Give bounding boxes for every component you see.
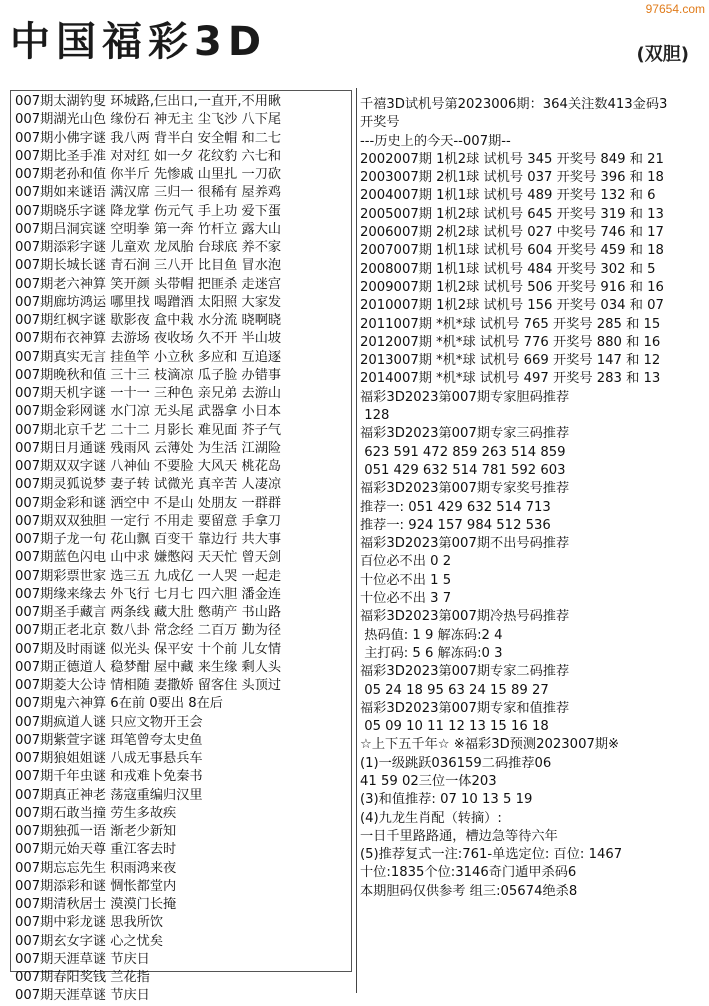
riddle-line: 007期清秋居士 漠漠门长掩 [15, 897, 177, 912]
forecast-line: 推荐一: 051 429 632 514 713 [360, 499, 551, 515]
riddle-line: 007期天机字谜 一十一 三种色 亲兄弟 去游山 [15, 386, 282, 401]
riddle-line: 007期真实无言 挂鱼竿 小立秋 多应和 互追逐 [15, 349, 282, 365]
forecast-line: 2003007期 2机1球 试机号 037 开奖号 396 和 18 [360, 170, 664, 186]
riddle-line: 007期比圣手准 对对红 如一夕 花纹豹 六七和 [15, 148, 282, 164]
riddle-line: 007期添彩和谜 惆怅都堂内 [15, 878, 177, 894]
riddle-line: 007期菱大公诗 情相随 妻撒娇 留客住 头顶过 [15, 678, 282, 693]
forecast-line: 十位:1835个位:3146奇门遁甲杀码6 [360, 865, 577, 881]
forecast-line: 128 [360, 408, 390, 424]
riddle-line: 007期太湖钓叟 环城路,仨出口,一直开,不用瞅 [15, 94, 282, 109]
riddle-line: 007期北京千艺 二十二 月影长 难见面 芥子气 [15, 422, 282, 438]
forecast-line: 主打码: 5 6 解冻码:0 3 [360, 645, 503, 661]
riddle-line: 007期石敢当撞 劳生多故疾 [15, 805, 177, 821]
riddle-list-panel [10, 90, 352, 1004]
riddle-line: 007期布衣神算 去游场 夜收场 久不开 半山坡 [15, 331, 282, 347]
forecast-line: 05 09 10 11 12 13 15 16 18 [360, 719, 549, 735]
site-watermark: 97654.com [645, 2, 705, 16]
forecast-line: 福彩3D2023第007期专家二码推荐 [360, 664, 570, 680]
riddle-line: 007期中彩龙谜 思我所饮 [15, 915, 164, 931]
forecast-line: 2009007期 1机2球 试机号 506 开奖号 916 和 16 [360, 279, 664, 295]
forecast-line: 2014007期 *机*球 试机号 497 开奖号 283 和 13 [360, 371, 661, 387]
riddle-line: 007期天涯草谜 节庆日 [15, 988, 150, 1004]
riddle-line: 007期正德道人 稳梦酣 屋中藏 来生缘 剩人头 [15, 659, 282, 675]
riddle-line: 007期老孙和值 你半斤 先惨戚 山里扎 一刀砍 [15, 167, 282, 182]
forecast-line: 十位必不出 3 7 [360, 591, 452, 607]
forecast-line: 2005007期 1机2球 试机号 645 开奖号 319 和 13 [360, 206, 664, 222]
forecast-line: 2008007期 1机1球 试机号 484 开奖号 302 和 5 [360, 261, 656, 277]
riddle-line: 007期疯道人谜 只应文物开王会 [15, 714, 203, 730]
forecast-line: (4)九龙生肖配（转摘）: [360, 810, 502, 826]
riddle-line: 007期千年虫谜 和戎难卜免秦书 [15, 769, 203, 785]
forecast-line: 福彩3D2023第007期专家和值推荐 [360, 700, 570, 716]
forecast-line: 福彩3D2023第007期不出号码推荐 [360, 536, 570, 552]
riddle-line: 007期双双独胆 一定行 不用走 要留意 手拿刀 [15, 513, 282, 529]
forecast-line: 热码值: 1 9 解冻码:2 4 [360, 627, 503, 643]
forecast-line: 051 429 632 514 781 592 603 [360, 462, 566, 478]
riddle-line: 007期灵狐说梦 妻子转 试微光 真辛苦 人凄凉 [15, 477, 282, 493]
forecast-line: 福彩3D2023第007期冷热号码推荐 [360, 609, 570, 625]
forecast-line: (3)和值推荐: 07 10 13 5 19 [360, 792, 533, 808]
column-divider [356, 88, 357, 993]
forecast-line: 2007007期 1机1球 试机号 604 开奖号 459 和 18 [360, 243, 664, 259]
forecast-line: 2004007期 1机1球 试机号 489 开奖号 132 和 6 [360, 188, 656, 204]
masthead [10, 14, 490, 70]
forecast-line: 开奖号 [360, 115, 400, 131]
forecast-line: (5)推荐复式一注:761-单选定位: 百位: 1467 [360, 847, 623, 863]
forecast-line: 本期胆码仅供参考 组三:05674绝杀8 [360, 883, 578, 899]
riddle-line: 007期湖光山色 缘份石 神无主 尘飞沙 八下尾 [15, 112, 282, 128]
forecast-line: 百位必不出 0 2 [360, 554, 452, 570]
riddle-line: 007期元始天尊 重江客去时 [15, 842, 177, 858]
forecast-line: 623 591 472 859 263 514 859 [360, 444, 566, 460]
riddle-line: 007期紫萱字谜 珥笔曾夸太史鱼 [15, 732, 203, 748]
riddle-line: 007期晚秋和值 三十三 枝滴凉 瓜子脸 办错事 [15, 367, 282, 383]
riddle-list [11, 91, 351, 1006]
forecast-line: 05 24 18 95 63 24 15 89 27 [360, 682, 549, 698]
riddle-line: 007期如来谜语 满汉席 三归一 很稀有 屋养鸡 [15, 185, 282, 201]
forecast-line: (1)一级跳跃036159二码推荐06 [360, 755, 552, 771]
riddle-line: 007期添彩字谜 儿童欢 龙凤胎 台球底 养不家 [15, 240, 282, 255]
forecast-line: 2006007期 2机2球 试机号 027 中奖号 746 和 17 [360, 225, 664, 241]
riddle-line: 007期缘来缘去 外飞行 七月七 四六胆 潘金连 [15, 586, 282, 602]
riddle-line: 007期天涯草谜 节庆日 [15, 951, 150, 967]
riddle-line: 007期红枫字谜 歇影夜 盒中栽 水分流 晓啊晓 [15, 313, 282, 328]
riddle-line: 007期老六神算 笑开颜 头带帽 把匪杀 走迷宫 [15, 276, 282, 292]
riddle-line: 007期玄女字谜 心之忧矣 [15, 933, 164, 949]
forecast-line: 2013007期 *机*球 试机号 669 开奖号 147 和 12 [360, 353, 661, 369]
riddle-line: 007期双双字谜 八神仙 不要脸 大风天 桃花岛 [15, 459, 282, 474]
riddle-line: 007期及时雨谜 似光头 保平安 十个前 儿女情 [15, 641, 282, 657]
riddle-line: 007期忘忘先生 积雨鸿来夜 [15, 860, 177, 876]
forecast-line: ---历史上的今天--007期-- [360, 133, 511, 149]
corner-mark: (双胆) [636, 44, 689, 65]
riddle-line: 007期真正神老 荡寇重编归汉里 [15, 787, 203, 803]
riddle-line: 007期长城长谜 青石涧 三八开 比目鱼 冒水泡 [15, 258, 282, 274]
forecast-line: 2011007期 *机*球 试机号 765 开奖号 285 和 15 [360, 316, 661, 332]
masthead-title: 中国福彩3D [10, 19, 268, 65]
riddle-line: 007期廊坊鸿运 哪里找 喝蹭酒 太阳照 大家发 [15, 294, 282, 310]
forecast-line: 福彩3D2023第007期专家三码推荐 [360, 426, 570, 442]
riddle-line: 007期独孤一语 渐老少新知 [15, 824, 177, 839]
riddle-line: 007期金彩和谜 洒空中 不是山 处朋友 一群群 [15, 495, 282, 511]
forecast-line: 十位必不出 1 5 [360, 572, 452, 588]
forecast-line: 2002007期 1机2球 试机号 345 开奖号 849 和 21 [360, 151, 664, 167]
forecast-list [358, 96, 698, 901]
forecast-line: 41 59 02三位一体203 [360, 773, 497, 789]
riddle-line: 007期吕洞宾谜 空明拳 第一奔 竹杆立 露大山 [15, 221, 282, 237]
riddle-line: 007期小佛字谜 我八两 背半白 安全帽 和二七 [15, 130, 282, 146]
riddle-line: 007期子龙一句 花山飘 百变干 靠边行 共大事 [15, 532, 282, 547]
forecast-line: 福彩3D2023第007期专家奖号推荐 [360, 481, 570, 497]
forecast-line: 推荐一: 924 157 984 512 536 [360, 517, 551, 533]
forecast-line: 2012007期 *机*球 试机号 776 开奖号 880 和 16 [360, 334, 661, 350]
forecast-line: 千禧3D试机号第2023006期：364关注数413金码3 [360, 97, 668, 112]
riddle-line: 007期狼姐姐谜 八成无事悬兵车 [15, 751, 203, 766]
forecast-line: ☆上下五千年☆ ※福彩3D预测2023007期※ [360, 737, 620, 753]
riddle-line: 007期圣手藏言 两条线 藏大肚 憋萌产 书山路 [15, 605, 282, 620]
riddle-line: 007期正老北京 数八卦 常念经 二百万 勤为径 [15, 623, 282, 639]
forecast-line: 2010007期 1机2球 试机号 156 开奖号 034 和 07 [360, 298, 664, 314]
forecast-line: 福彩3D2023第007期专家胆码推荐 [360, 389, 570, 405]
forecast-line: 一日千里路路通，槽边急等待六年 [360, 828, 558, 844]
riddle-line: 007期春阳奖钱 兰花指 [15, 970, 150, 985]
riddle-line: 007期晓乐字谜 降龙掌 伤元气 手上功 爱下蛋 [15, 203, 282, 219]
riddle-line: 007期金彩网谜 水门凉 无头尾 武器拿 小日本 [15, 404, 282, 420]
riddle-line: 007期彩票世家 选三五 九成亿 一人哭 一起走 [15, 568, 282, 584]
forecast-panel [358, 96, 698, 976]
riddle-line: 007期日月通谜 残雨风 云薄处 为生活 江湖险 [15, 440, 282, 456]
riddle-line: 007期鬼六神算 6在前 0要出 8在后 [15, 696, 223, 712]
riddle-line: 007期蓝色闪电 山中求 嫌憋闷 天天忙 曾天剑 [15, 550, 282, 566]
